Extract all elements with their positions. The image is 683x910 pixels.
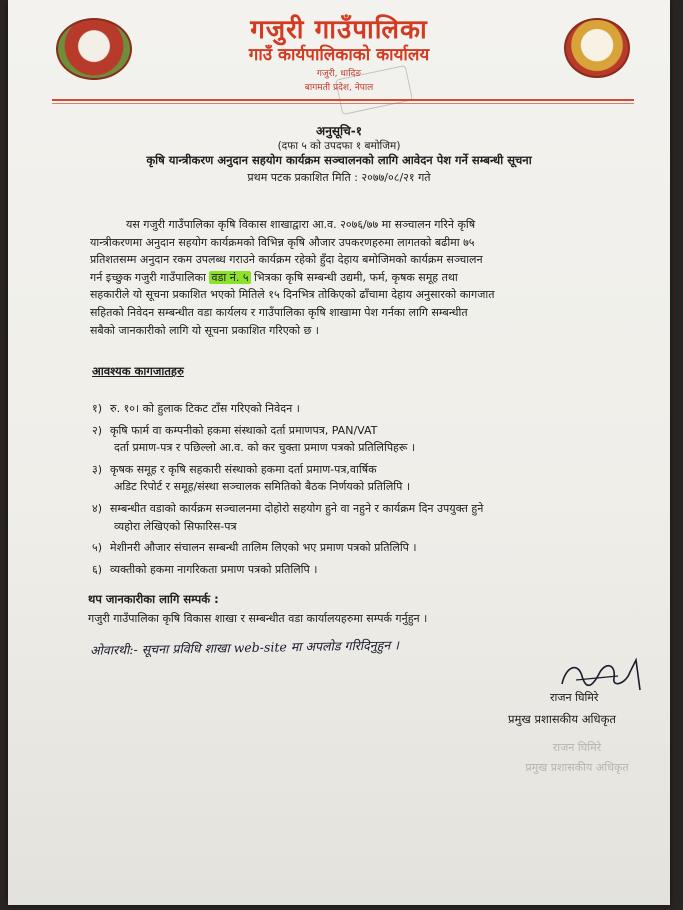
body-line: सहकारीले यो सूचना प्रकाशित भएको मितिले १५ दिनभित्र तोकिएको ढाँचामा देहाय अनुसारको कागजात [90,288,495,302]
list-item [92,461,638,496]
item-line: मेशीनरी औजार संचालन सम्बन्धी तालिम लिएको भए प्रमाण पत्रको प्रतिलिपि । [110,541,417,555]
documents-heading: आवश्यक कागजातहरु [92,364,184,378]
item-text [110,500,638,535]
signer-name: राजन घिमिरे [550,691,599,704]
notice-body [90,216,638,339]
address-line-2: बागमती प्रदेश, नेपाल [304,83,374,93]
item-line: कृषि फार्म वा कम्पनीको हकमा संस्थाको दर्ता प्रमाणपत्र, PAN/VAT [110,423,378,437]
list-item [92,422,638,457]
handwritten-note: ओवारथी:- सूचना प्रविधि शाखा web-site मा अपलोड गरिदिनुहुन । [89,637,400,658]
body-line: यस गजुरी गाउँपालिका कृषि विकास शाखाद्वारा आ.व. २०७६/७७ मा सञ्चालन गरिने कृषि [126,218,476,231]
list-item [92,539,638,557]
item-line: दर्ता प्रमाण-पत्र र पछिल्लो आ.व. को कर चुक्ता प्रमाण पत्रको प्रतिलिपिहरू । [114,441,416,455]
item-number: ६) [92,562,103,576]
item-text [110,561,638,579]
list-item [92,400,638,418]
contact-heading: थप जानकारीका लागि सम्पर्क : [88,592,219,606]
ward-highlight: वडा नं. ५ [211,270,249,284]
schedule-title: अनुसूचि-१ [316,124,362,138]
published-date: प्रथम पटक प्रकाशित मिति : २०७७/०८/२१ गते [247,171,431,184]
schedule-subtitle: (दफा ५ को उपदफा १ बमोजिम) [277,140,401,152]
signer-title: प्रमुख प्रशासकीय अधिकृत [508,712,616,726]
body-line: यान्त्रीकरणमा अनुदान सहयोग कार्यक्रमको विभिन्न कृषि औजार उपकरणहरुमा लागतको बढीमा ७५ [90,235,475,249]
documents-list [92,400,638,582]
office-title: गजुरी गाउँपालिका [250,15,428,45]
item-number: २) [92,423,103,437]
body-line: सबैको जानकारीको लागि यो सूचना प्रकाशित गरिएको छ । [90,323,319,337]
contact-text: गजुरी गाउँपालिका कृषि विकास शाखा र सम्बन्धीत वडा कार्यालयहरुमा सम्पर्क गर्नुहुन । [88,612,428,625]
office-subtitle: गाउँ कार्यपालिकाको कार्यालय [248,45,430,65]
header-rule [52,99,634,101]
list-item [92,500,638,535]
item-number: ५) [92,541,103,555]
item-number: १) [92,402,103,415]
item-line: अडिट रिपोर्ट र समूह/संस्था सञ्चालक समितिको बैठक निर्णयको प्रतिलिपि । [114,480,411,494]
body-line: सहितको निवेदन सम्बन्धीत वडा कार्यलय र गाउँपालिका कृषि शाखामा पेश गर्नका लागि सम्बन्धीत [90,305,468,319]
address-line-1: गजुरी, धादिङ [316,69,362,79]
item-text [110,461,638,496]
item-text [110,422,638,457]
body-line: प्रतिशतसम्म अनुदान रकम उपलब्ध गराउने कार्यक्रम रहेको हुँदा देहाय बमोजिमको कार्यक्रम सञ्चालन [90,253,483,267]
item-line: कृषक समूह र कृषि सहकारी संस्थाको हकमा दर्ता प्रमाण-पत्र,वार्षिक [110,462,377,476]
body-text: भित्रका कृषि सम्बन्धी उद्यमी, फर्म, कृषक समूह तथा [254,270,458,284]
body-line-ward [90,269,638,287]
item-line: व्यहोरा लेखिएको सिफारिस-पत्र [114,519,237,533]
list-item [92,561,638,579]
header-rule-thin [52,103,634,104]
item-text [110,400,638,418]
item-line: व्यक्तीको हकमा नागरिकता प्रमाण पत्रको प्रतिलिपि । [110,562,318,576]
item-number: ३) [92,462,103,476]
faint-name-stamp [502,738,652,778]
item-line: सम्बन्धीत वडाको कार्यक्रम सञ्चालनमा दोहोरो सहयोग हुने वा नहुने र कार्यक्रम दिन उपयुक्त हुने [110,501,484,515]
notice-title: कृषि यान्त्रीकरण अनुदान सहयोग कार्यक्रम सञ्चालनको लागि आवेदन पेश गर्ने सम्बन्धी सूचना [146,153,532,167]
notice-paper [8,0,670,905]
item-line: रु. १०। को हुलाक टिकट टाँस गरिएको निवेदन । [110,402,300,415]
body-text: गर्न इच्छुक गजुरी गाउँपालिका [90,270,206,284]
item-text [110,539,638,557]
faint-stamp-title: प्रमुख प्रशासकीय अधिकृत [525,761,629,774]
faint-stamp-name: राजन घिमिरे [552,741,602,754]
item-number: ४) [92,501,103,515]
